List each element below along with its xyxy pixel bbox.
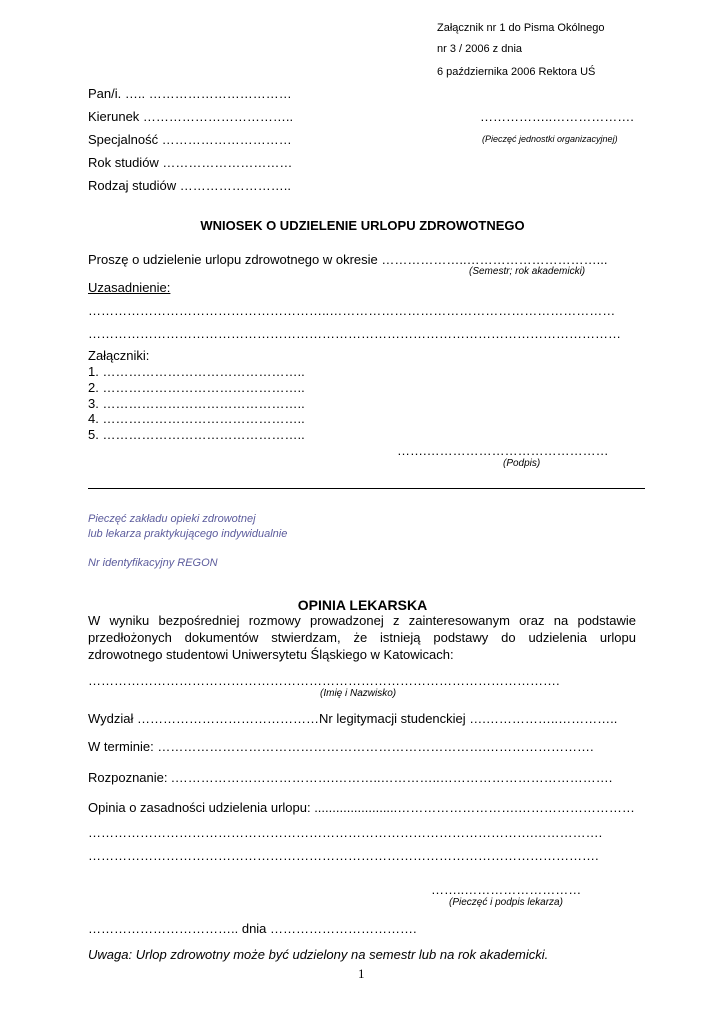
attachment-item: 4. ……………………………………….. <box>88 411 305 426</box>
clinic-stamp-line-2: lub lekarza praktykującego indywidualnie <box>88 528 288 540</box>
patient-name-line: ………………………………………………………………………………………………. <box>88 673 560 688</box>
diagnosis-line: Rozpoznanie: .……………………………….………..…………..…………………………………. <box>88 770 613 785</box>
signature-caption: (Podpis) <box>503 458 541 469</box>
regon-label: Nr identyfikacyjny REGON <box>88 557 218 569</box>
section-divider <box>88 488 645 489</box>
field-name: Pan/i. ….. …………………………… <box>88 86 292 101</box>
leave-period-caption: (Semestr; rok akademicki) <box>469 266 586 277</box>
attachment-item: 2. ……………………………………….. <box>88 380 305 395</box>
header-line-3: 6 października 2006 Rektora UŚ <box>437 66 596 78</box>
justification-line-2: …………………………………………………………………………………………………………… <box>88 326 621 341</box>
unit-stamp-caption: (Pieczęć jednostki organizacyjnej) <box>482 134 618 144</box>
term-line: W terminie: ………………………………………………………………….……………………. <box>88 739 594 754</box>
doctor-signature-caption: (Pieczęć i podpis lekarza) <box>449 897 563 908</box>
faculty-line: Wydział ……………………………………Nr legitymacji studenckiej ….……………..………….. <box>88 711 618 726</box>
attachments-label: Załączniki: <box>88 348 150 363</box>
attachment-item: 3. ……………………………………….. <box>88 396 305 411</box>
header-line-2: nr 3 / 2006 z dnia <box>437 43 523 55</box>
validity-line: Opinia o zasadności udzielenia urlopu: .......................……………………….……………………… <box>88 800 635 815</box>
doctor-signature-line: ……..……………………… <box>431 882 582 897</box>
note: Uwaga: Urlop zdrowotny może być udzielony na semestr lub na rok akademicki. <box>88 947 549 962</box>
leave-period-line: Proszę o udzielenie urlopu zdrowotnego w okresie ………………..…………………………... <box>88 252 608 267</box>
field-rodzaj-studiow: Rodzaj studiów …………………….. <box>88 178 291 193</box>
patient-name-caption: (Imię i Nazwisko) <box>320 688 397 699</box>
opinion-title: OPINIA LEKARSKA <box>297 597 428 613</box>
attachment-item: 5. ……………………………………….. <box>88 427 305 442</box>
application-title: WNIOSEK O UDZIELENIE URLOPU ZDROWOTNEGO <box>200 218 525 233</box>
validity-extra-line-2: ………………………………………………………………………………………………………. <box>88 848 599 863</box>
validity-extra-line-1: ………………………………………………………………………………………….……………. <box>88 825 603 840</box>
page-number: 1 <box>358 966 365 981</box>
justification-label: Uzasadnienie: <box>88 280 171 295</box>
justification-line-1: ………………………………………………..………………………………………………………… <box>88 303 616 318</box>
field-kierunek: Kierunek …………………………….. <box>88 109 294 124</box>
field-specjalnosc: Specjalność ………………………… <box>88 132 292 147</box>
header-line-1: Załącznik nr 1 do Pisma Okólnego <box>437 22 605 34</box>
unit-stamp-line: ……………..………………. <box>480 109 634 124</box>
clinic-stamp-line-1: Pieczęć zakładu opieki zdrowotnej <box>88 513 256 525</box>
date-line: …………………………….. dnia ……………………………. <box>88 921 417 936</box>
field-rok-studiow: Rok studiów ………………………… <box>88 155 293 170</box>
signature-line: …….…………………………………… <box>397 443 609 458</box>
opinion-paragraph: W wyniku bezpośredniej rozmowy prowadzonej z zainteresowanym oraz na podstawie przedłożonych dokumentów stwierdzam, że istnieją podstawy do udzielenia urlopu zdrowotnego studentowi Uniwersytetu Śląskiego w Katowicach: <box>88 613 636 662</box>
attachment-item: 1. ……………………………………….. <box>88 364 305 379</box>
